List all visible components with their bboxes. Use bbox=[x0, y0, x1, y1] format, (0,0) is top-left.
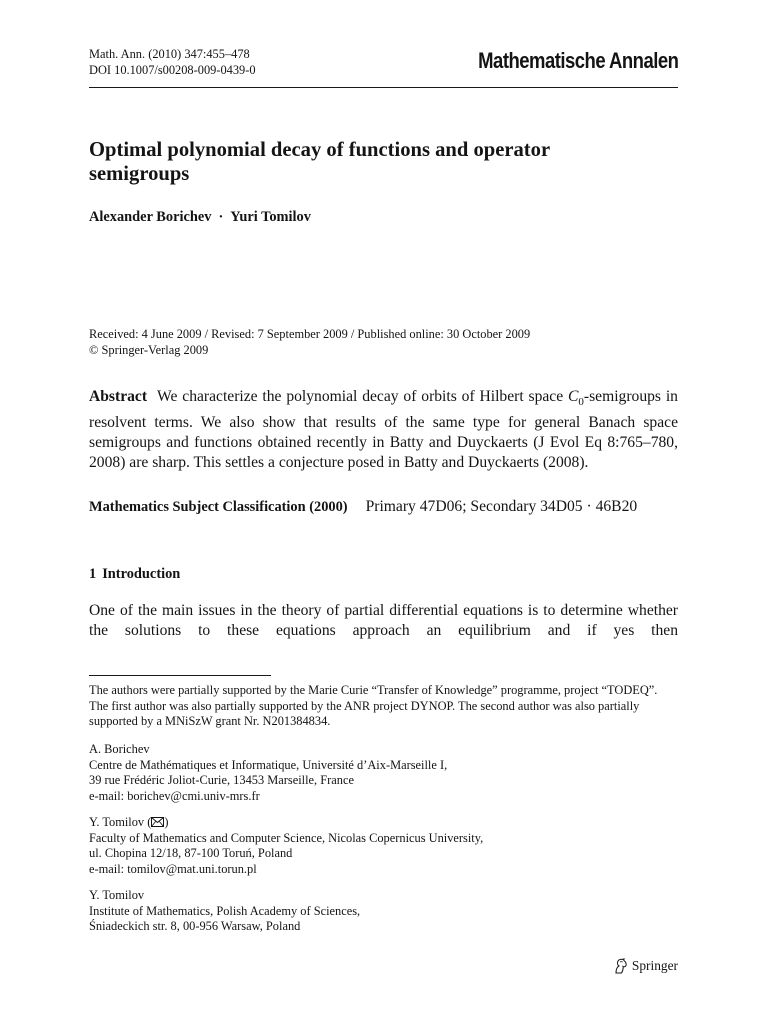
affiliation-line: Faculty of Mathematics and Computer Science, Nicolas Copernicus University, bbox=[89, 830, 484, 845]
affiliation-line: 39 rue Frédéric Joliot-Curie, 13453 Marseille, France bbox=[89, 773, 354, 787]
author-list bbox=[89, 209, 311, 226]
affiliation-name: Y. Tomilov ( bbox=[89, 815, 152, 829]
envelope-icon[interactable] bbox=[151, 817, 164, 827]
publication-dates bbox=[89, 327, 530, 358]
affiliation-name-suffix: ) bbox=[164, 815, 169, 829]
math-subscript: 0 bbox=[578, 396, 584, 409]
math-symbol: C bbox=[568, 388, 579, 405]
abstract bbox=[89, 387, 678, 474]
msc-classification bbox=[89, 497, 678, 517]
history-line: Received: 4 June 2009 / Revised: 7 September 2009 / Published online: 30 October 2009 bbox=[89, 327, 531, 341]
abstract-text: We characterize the polynomial decay of orbits of Hilbert space bbox=[157, 388, 568, 405]
running-header bbox=[89, 46, 256, 78]
publisher-mark bbox=[613, 958, 678, 974]
affiliation-name: A. Borichev bbox=[89, 742, 150, 756]
copyright-line: © Springer-Verlag 2009 bbox=[89, 342, 209, 357]
msc-label: Mathematics Subject Classification (2000) bbox=[89, 499, 348, 515]
citation: Math. Ann. (2010) 347:455–478 bbox=[89, 47, 250, 61]
publisher-name: Springer bbox=[631, 958, 678, 973]
abstract-label: Abstract bbox=[89, 388, 148, 405]
body-paragraph: One of the main issues in the theory of partial differential equations is to determine whether the solutions to these equations approach an equilibrium and if yes then bbox=[89, 602, 678, 640]
header-rule bbox=[89, 87, 678, 88]
section-number: 1 bbox=[89, 566, 97, 582]
funding-footnote: The authors were partially supported by the Marie Curie “Transfer of Knowledge” programme, project “TODEQ”. The first author was also partially supported by the ANR project DYNOP. The second author was also partially supported by a MNiSzW grant Nr. N201384834. bbox=[89, 683, 658, 728]
affiliation-line: Centre de Mathématiques et Informatique, Université d’Aix-Marseille I, bbox=[89, 757, 448, 772]
affiliation-line: Institute of Mathematics, Polish Academy of Sciences, bbox=[89, 903, 361, 918]
affiliation-block bbox=[89, 815, 483, 877]
email-link[interactable]: e-mail: tomilov@mat.uni.torun.pl bbox=[89, 861, 257, 876]
section-title: Introduction bbox=[102, 566, 181, 582]
affiliation-name: Y. Tomilov bbox=[89, 888, 145, 902]
affiliation-line: Śniadeckich str. 8, 00-956 Warsaw, Poland bbox=[89, 919, 301, 933]
email-link[interactable]: e-mail: borichev@cmi.univ-mrs.fr bbox=[89, 788, 260, 803]
springer-horse-icon bbox=[613, 958, 628, 974]
footnote-rule bbox=[89, 675, 271, 676]
affiliation-line: ul. Chopina 12/18, 87-100 Toruń, Poland bbox=[89, 846, 293, 860]
journal-name: Mathematische Annalen bbox=[477, 48, 678, 73]
msc-codes: Primary 47D06; Secondary 34D05 · 46B20 bbox=[365, 498, 638, 515]
section-heading bbox=[89, 566, 180, 583]
author-separator: · bbox=[218, 209, 224, 225]
abstract-text: -semigroups in resolvent terms. We also show that results of the same type for general Banach space semigroups and functions obtained recently in Batty and Duyckaerts (J Evol Eq 8:765–780, 2008) are sharp. This settles a conjecture posed in Batty and Duyckaerts (2008). bbox=[89, 388, 678, 472]
affiliation-name-row bbox=[89, 815, 483, 831]
author-name[interactable]: Yuri Tomilov bbox=[230, 209, 311, 225]
affiliation-block bbox=[89, 742, 447, 804]
doi-link[interactable]: DOI 10.1007/s00208-009-0439-0 bbox=[89, 63, 256, 77]
paper-title: Optimal polynomial decay of functions and operator semigroups bbox=[89, 139, 550, 185]
affiliation-block bbox=[89, 888, 360, 935]
author-name[interactable]: Alexander Borichev bbox=[89, 209, 212, 225]
